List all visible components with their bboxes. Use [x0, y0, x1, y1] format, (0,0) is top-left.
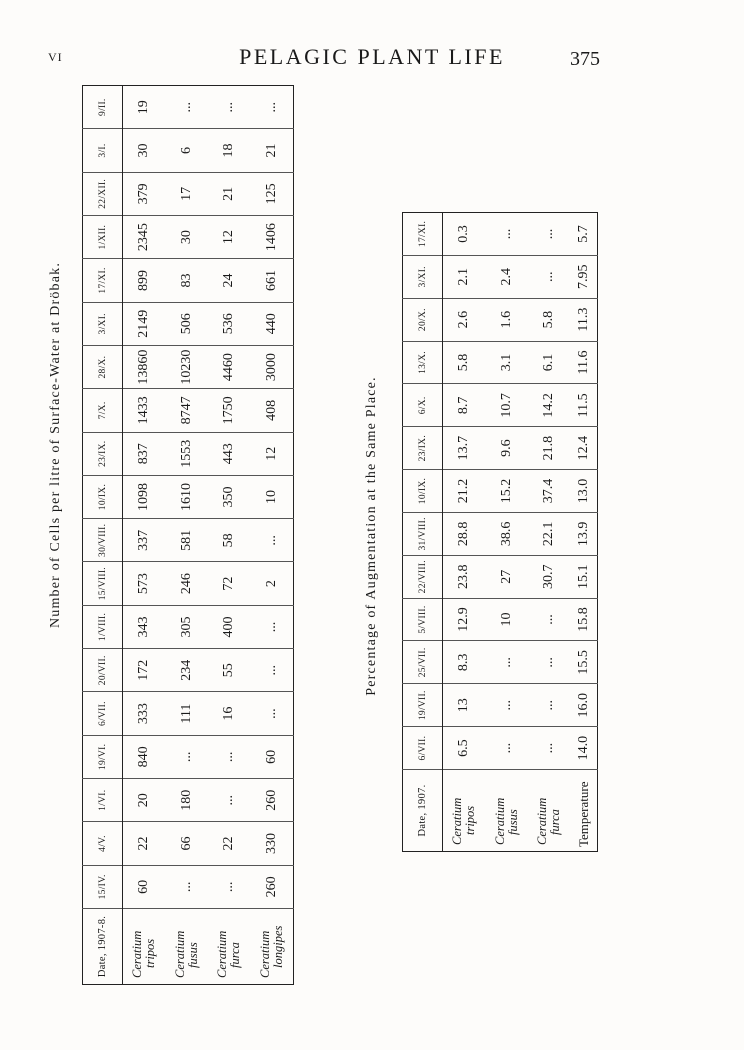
- table1-date-header: 9/II.: [83, 86, 123, 129]
- table1-value-cell: 899: [123, 259, 166, 302]
- table1-date-header: 1/XII.: [83, 216, 123, 259]
- species-name-part: furca: [228, 942, 243, 968]
- augmentation-table: [402, 212, 598, 852]
- table1-caption: Number of Cells per litre of Surface-Water at Dröbak.: [48, 261, 63, 629]
- table1-value-cell: 443: [208, 432, 250, 475]
- table1-date-header: 22/XII.: [83, 172, 123, 215]
- table1-value-cell: 837: [123, 432, 166, 475]
- table1-value-cell: ...: [208, 86, 250, 129]
- table2-value-cell: 22.1: [528, 512, 570, 555]
- table1-value-cell: 72: [208, 562, 250, 605]
- table1-value-cell: 343: [123, 605, 166, 648]
- table2-value-cell: 8.3: [443, 641, 486, 684]
- table1-value-cell: 440: [250, 302, 293, 345]
- table2-value-cell: 10.7: [486, 384, 528, 427]
- species-name-part: Ceratium: [215, 930, 230, 978]
- table1-date-header: 19/VI.: [83, 735, 123, 778]
- species-name-part: tripos: [463, 805, 478, 835]
- table2-value-cell: 6.1: [528, 341, 570, 384]
- table1-value-cell: ...: [250, 692, 293, 735]
- table1-value-cell: ...: [166, 735, 208, 778]
- table1-value-cell: 12: [250, 432, 293, 475]
- table2-value-cell: ...: [528, 684, 570, 727]
- table2-date-header: 17/XI.: [403, 213, 443, 256]
- table2-value-cell: ...: [528, 213, 570, 256]
- table1-value-cell: 55: [208, 649, 250, 692]
- table2-value-cell: 11.6: [571, 341, 598, 384]
- table1-date-header: 3/XI.: [83, 302, 123, 345]
- table1-species-cell: [123, 909, 166, 985]
- table2-value-cell: ...: [486, 641, 528, 684]
- table1-value-cell: ...: [250, 649, 293, 692]
- table2-value-cell: 12.9: [443, 598, 486, 641]
- table1-date-header: 10/IX.: [83, 475, 123, 518]
- table1-value-cell: 1610: [166, 475, 208, 518]
- table2-value-cell: 15.8: [571, 598, 598, 641]
- table1-value-cell: 60: [250, 735, 293, 778]
- table1-value-cell: 58: [208, 519, 250, 562]
- table2-date-header: 13/X.: [403, 341, 443, 384]
- table2-date-header: 25/VII.: [403, 641, 443, 684]
- table2-value-cell: 13.9: [571, 512, 598, 555]
- table2-caption: Percentage of Augmentation at the Same Place.: [364, 376, 379, 696]
- table1-value-cell: 2: [250, 562, 293, 605]
- table1-value-cell: 10: [250, 475, 293, 518]
- table2-row: [443, 213, 486, 852]
- table1-value-cell: 581: [166, 519, 208, 562]
- table1-value-cell: 330: [250, 822, 293, 865]
- table2-date-header: 31/VIII.: [403, 512, 443, 555]
- table2-value-cell: 14.2: [528, 384, 570, 427]
- table1-value-cell: ...: [208, 865, 250, 908]
- table1-value-cell: ...: [166, 865, 208, 908]
- table1-value-cell: 1750: [208, 389, 250, 432]
- species-name-part: Ceratium: [172, 930, 187, 978]
- table2-date-header: 10/IX.: [403, 470, 443, 513]
- table1-value-cell: ...: [166, 86, 208, 129]
- table2-value-cell: 21.8: [528, 427, 570, 470]
- table1-date-header: 20/VII.: [83, 649, 123, 692]
- table1-value-cell: 18: [208, 129, 250, 172]
- table1-value-cell: 1098: [123, 475, 166, 518]
- table2-value-cell: 2.6: [443, 298, 486, 341]
- table2-value-cell: 0.3: [443, 213, 486, 256]
- table1-date-header: 23/IX.: [83, 432, 123, 475]
- page-number: 375: [570, 48, 600, 70]
- table1-value-cell: 337: [123, 519, 166, 562]
- table2-value-cell: 8.7: [443, 384, 486, 427]
- table2-value-cell: 13: [443, 684, 486, 727]
- table1-value-cell: 83: [166, 259, 208, 302]
- table2-value-cell: 2.4: [486, 255, 528, 298]
- table1-value-cell: 12: [208, 216, 250, 259]
- table2-value-cell: 27: [486, 555, 528, 598]
- table2-header-row: [403, 213, 443, 852]
- table2-value-cell: 3.1: [486, 341, 528, 384]
- table1-value-cell: 2345: [123, 216, 166, 259]
- species-name-part: Ceratium: [130, 930, 145, 978]
- table1-value-cell: 30: [123, 129, 166, 172]
- table1-value-cell: 506: [166, 302, 208, 345]
- table1-value-cell: 22: [123, 822, 166, 865]
- table1-value-cell: 30: [166, 216, 208, 259]
- table2-label-cell: Temperature: [571, 770, 598, 852]
- cells-per-litre-table-container: [82, 85, 294, 985]
- table1-date-header: 3/I.: [83, 129, 123, 172]
- table2-value-cell: 5.8: [528, 298, 570, 341]
- table2-value-cell: ...: [528, 598, 570, 641]
- table2-species-cell: [443, 770, 486, 852]
- table1-value-cell: 408: [250, 389, 293, 432]
- table1-date-header: 4/V.: [83, 822, 123, 865]
- table1-date-header: 7/X.: [83, 389, 123, 432]
- table2-value-cell: 11.3: [571, 298, 598, 341]
- running-title: PELAGIC PLANT LIFE: [239, 44, 505, 69]
- table1-value-cell: 6: [166, 129, 208, 172]
- table1-value-cell: 21: [250, 129, 293, 172]
- table2-value-cell: 5.8: [443, 341, 486, 384]
- table1-value-cell: ...: [208, 779, 250, 822]
- table1-date-header: 6/VII.: [83, 692, 123, 735]
- table2-date-header: 6/VII.: [403, 727, 443, 770]
- table2-row: [486, 213, 528, 852]
- table2-value-cell: 15.1: [571, 555, 598, 598]
- table2-value-cell: 10: [486, 598, 528, 641]
- table1-value-cell: 1406: [250, 216, 293, 259]
- table1-row: [208, 86, 250, 985]
- table1-value-cell: 20: [123, 779, 166, 822]
- table2-value-cell: 13.7: [443, 427, 486, 470]
- table2-value-cell: 7.95: [571, 255, 598, 298]
- table2-value-cell: 6.5: [443, 727, 486, 770]
- table1-row: [123, 86, 166, 985]
- species-name-part: Ceratium: [450, 797, 465, 845]
- table1-value-cell: 60: [123, 865, 166, 908]
- table1-value-cell: 573: [123, 562, 166, 605]
- table2-value-cell: 28.8: [443, 512, 486, 555]
- table1-value-cell: 13860: [123, 345, 166, 388]
- table1-value-cell: 10230: [166, 345, 208, 388]
- table2-value-cell: ...: [486, 213, 528, 256]
- table2-value-cell: 12.4: [571, 427, 598, 470]
- table2-value-cell: ...: [528, 727, 570, 770]
- table1-date-header: 1/VI.: [83, 779, 123, 822]
- species-name-part: furca: [548, 809, 563, 835]
- species-name-part: longipes: [270, 925, 285, 968]
- table2-value-cell: ...: [528, 641, 570, 684]
- table1-value-cell: 24: [208, 259, 250, 302]
- table1-corner-header: Date, 1907-8.: [83, 909, 123, 985]
- table1-date-header: 15/VIII.: [83, 562, 123, 605]
- table1-value-cell: 180: [166, 779, 208, 822]
- table1-value-cell: 172: [123, 649, 166, 692]
- table2-value-cell: 37.4: [528, 470, 570, 513]
- table1-value-cell: 2149: [123, 302, 166, 345]
- table2-value-cell: 5.7: [571, 213, 598, 256]
- table2-species-cell: [528, 770, 570, 852]
- table2-value-cell: ...: [486, 727, 528, 770]
- species-name-part: tripos: [143, 938, 158, 968]
- table1-value-cell: 260: [250, 865, 293, 908]
- table1-value-cell: 350: [208, 475, 250, 518]
- table1-value-cell: 17: [166, 172, 208, 215]
- table2-date-header: 20/X.: [403, 298, 443, 341]
- table1-value-cell: 16: [208, 692, 250, 735]
- table2-value-cell: 16.0: [571, 684, 598, 727]
- table1-value-cell: 840: [123, 735, 166, 778]
- table1-value-cell: 8747: [166, 389, 208, 432]
- chapter-number: VI: [48, 50, 63, 64]
- table2-value-cell: 9.6: [486, 427, 528, 470]
- table2-date-header: 3/XI.: [403, 255, 443, 298]
- table2-value-cell: 1.6: [486, 298, 528, 341]
- table1-value-cell: 4460: [208, 345, 250, 388]
- running-head: [0, 38, 744, 78]
- table2-value-cell: 30.7: [528, 555, 570, 598]
- table1-row: [250, 86, 293, 985]
- table1-value-cell: 22: [208, 822, 250, 865]
- table2-date-header: 6/X.: [403, 384, 443, 427]
- table1-value-cell: 400: [208, 605, 250, 648]
- table2-value-cell: ...: [486, 684, 528, 727]
- table1-value-cell: 661: [250, 259, 293, 302]
- table1-value-cell: 305: [166, 605, 208, 648]
- table2-corner-header: Date, 1907.: [403, 770, 443, 852]
- table2-value-cell: ...: [528, 255, 570, 298]
- table2-date-header: 23/IX.: [403, 427, 443, 470]
- table1-date-header: 15/IV.: [83, 865, 123, 908]
- table2-value-cell: 11.5: [571, 384, 598, 427]
- table1-value-cell: 234: [166, 649, 208, 692]
- cells-per-litre-table: [82, 85, 294, 985]
- table2-value-cell: 15.5: [571, 641, 598, 684]
- table1-value-cell: 3000: [250, 345, 293, 388]
- table1-species-cell: [208, 909, 250, 985]
- table2-date-header: 22/VIII.: [403, 555, 443, 598]
- table1-value-cell: 379: [123, 172, 166, 215]
- table1-value-cell: 111: [166, 692, 208, 735]
- table1-value-cell: 19: [123, 86, 166, 129]
- table2-value-cell: 14.0: [571, 727, 598, 770]
- table1-row: [166, 86, 208, 985]
- table2-row: [528, 213, 570, 852]
- table1-value-cell: 125: [250, 172, 293, 215]
- species-name-part: Ceratium: [492, 797, 507, 845]
- table2-value-cell: 15.2: [486, 470, 528, 513]
- table1-value-cell: ...: [250, 519, 293, 562]
- table2-value-cell: 21.2: [443, 470, 486, 513]
- table1-value-cell: ...: [250, 86, 293, 129]
- table1-value-cell: 1553: [166, 432, 208, 475]
- species-name-part: fusus: [185, 942, 200, 968]
- table1-date-header: 1/VIII.: [83, 605, 123, 648]
- table1-value-cell: 260: [250, 779, 293, 822]
- species-name-part: fusus: [505, 809, 520, 835]
- table1-date-header: 30/VIII.: [83, 519, 123, 562]
- table1-value-cell: ...: [250, 605, 293, 648]
- table1-header-row: [83, 86, 123, 985]
- table1-species-cell: [166, 909, 208, 985]
- augmentation-table-container: [402, 212, 598, 852]
- table1-date-header: 28/X.: [83, 345, 123, 388]
- table1-date-header: 17/XI.: [83, 259, 123, 302]
- table1-value-cell: 333: [123, 692, 166, 735]
- table2-value-cell: 23.8: [443, 555, 486, 598]
- table2-row: [571, 213, 598, 852]
- table1-value-cell: 1433: [123, 389, 166, 432]
- table2-species-cell: [486, 770, 528, 852]
- table2-value-cell: 13.0: [571, 470, 598, 513]
- table2-date-header: 19/VII.: [403, 684, 443, 727]
- table1-value-cell: 536: [208, 302, 250, 345]
- table1-value-cell: 21: [208, 172, 250, 215]
- table1-value-cell: ...: [208, 735, 250, 778]
- table1-value-cell: 246: [166, 562, 208, 605]
- species-name-part: Ceratium: [257, 930, 272, 978]
- table1-value-cell: 66: [166, 822, 208, 865]
- table2-value-cell: 2.1: [443, 255, 486, 298]
- table2-date-header: 5/VIII.: [403, 598, 443, 641]
- table1-species-cell: [250, 909, 293, 985]
- species-name-part: Ceratium: [535, 797, 550, 845]
- table2-value-cell: 38.6: [486, 512, 528, 555]
